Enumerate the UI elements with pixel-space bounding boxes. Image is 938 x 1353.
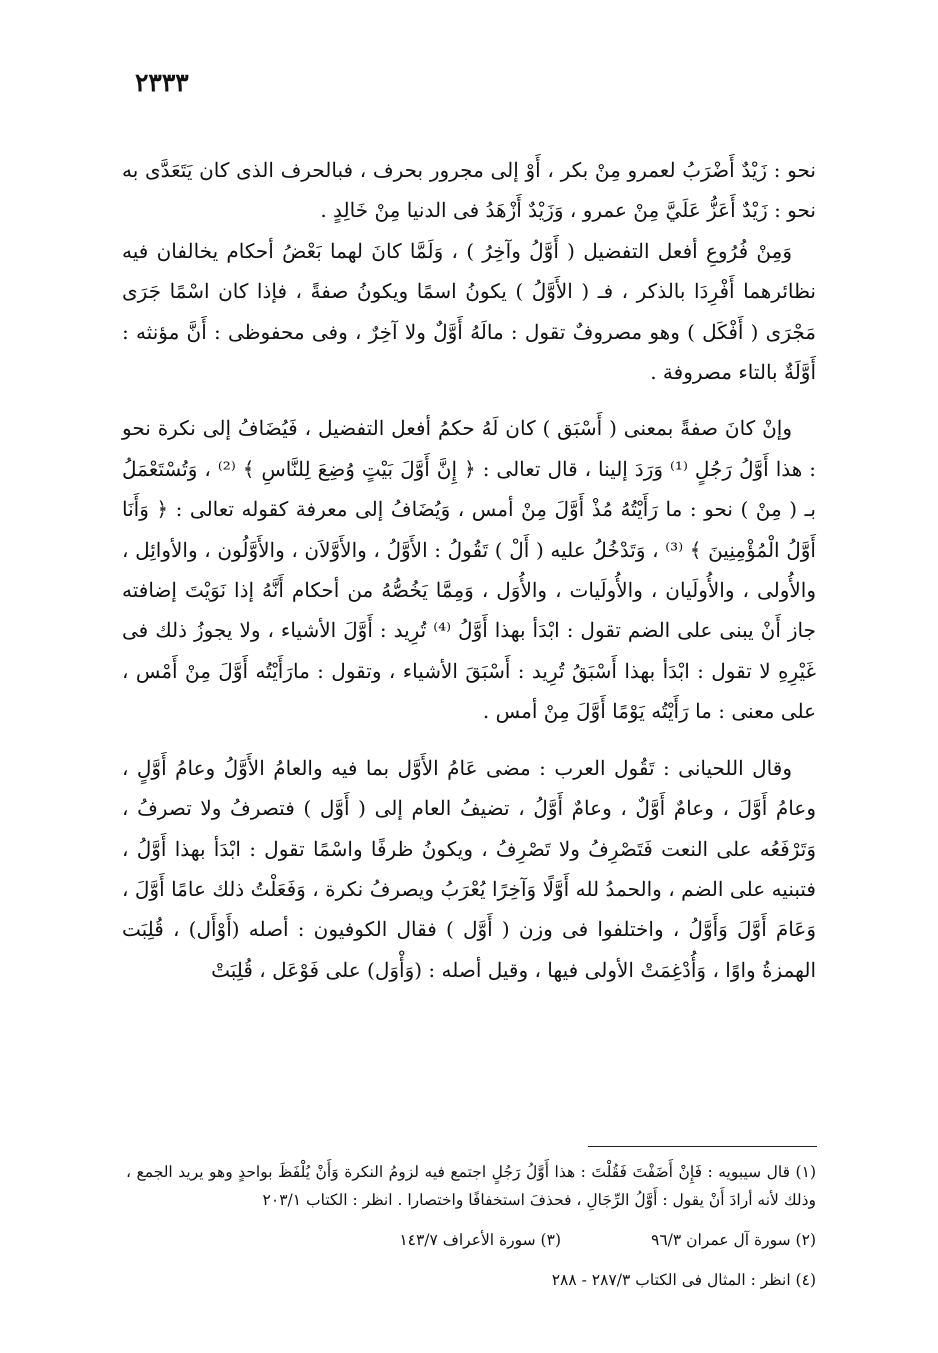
paragraph: نحو : زَيْدٌ أَضْرَبُ لعمرو مِنْ بكر ، أَوْ إلى مجرور بحرف ، فبالحرف الذى كان يَتَعَدَّى به نحو : زَيْدٌ أَعَزُّ عَلَيَّ مِنْ عمرو ، وَزَيْدٌ أَزْهَدُ فى الدنيا مِنْ خَالِدٍ . <box>122 158 816 223</box>
footnote: (١) قال سيبويه : فَإِنْ أَضَفْتَ فَقُلْتَ : هذا أَوَّلُ رَجُلٍ اجتمع فيه لزومُ النكرة وَأَنْ يُلْفَظَ بواحدٍ وهو يريد الجمع ، وذلك لأنه أرادَ أَنْ يقول : أَوَّلُ الرِّجَالِ ، فحذفَ استخفافًا واختصارا . انظر : الكتاب ٢٠٣/١ <box>126 1163 816 1209</box>
paragraph: وقال اللحيانى : تَقُول العرب : مضى عَامُ الأَوَّل بما فيه والعامُ الأَوَّلُ وعامُ أَوَّلٍ ، وعامُ أَوَّلَ ، وعامٌ أَوَّلٌ ، وعامٌ أَوَّلُ ، تضيفُ العام إلى ( أَوَّل ) فتصرفُ ولا تصرفُ ، وَتَرْفَعُه على النعت فَتَصْرِفُ ولا تَصْرِفُ ، ويكونُ ظرفًا واسْمًا تقول : ابْدَأ بهذا أَوَّلُ ، فتبنيه على الضم ، والحمدُ لله أَوَّلًا وَآخِرًا يُعْرَبُ ويصرفُ نكرة ، وَفَعَلْتُ ذلك عامًا أَوَّلَ ، وَعَامَ أَوَّلَ وَأَوَّلُ ، واختلفوا فى وزن ( أَوَّل ) فقال الكوفيون : أصله (أَوْأَل) ، قُلِبَت الهمزةُ واوًا ، وَأُدْغِمَتْ الأولى فيها ، وقيل أصله : (وَأْوَل) على فَوْعَل ، قُلِبَتْ <box>122 755 816 982</box>
main-text <box>122 150 816 990</box>
footnote-divider <box>588 1146 817 1147</box>
paragraph: وَمِنْ فُرُوعِ أفعل التفضيل ( أَوَّلُ وآخِرُ ) ، وَلَمَّا كانَ لهما بَعْضُ أحكام يخالفان فيه نظائرهما أَفْرِدَا بالذكر ، فـ ( الأَوَّلُ ) يكونُ اسمًا ويكونُ صفةً ، فإذا كان اسْمًا جَرَى مَجْرَى ( أَفْكَل ) وهو مصروفٌ تقول : مالَهُ أَوَّلٌ ولا آخِرٌ ، وفى محفوظى : أَنَّ مؤنثه : أَوَّلَةٌ بالتاء مصروفة . <box>122 238 816 385</box>
page-number: ٢٣٣٣ <box>135 68 189 97</box>
footnote: (٣) سورة الأعراف ١٤٣/٧ <box>399 1231 561 1249</box>
paragraph: وإنْ كانَ صفةً بمعنى ( أَسْبَق ) كان لَهُ حكمُ أفعل التفضيل ، فَيُضَافُ إلى نكرة نحو : هذا أَوَّلُ رَجُلٍ ⁽¹⁾ وَرَدَ إلينا ، قال تعالى : ﴿ إِنَّ أَوَّلَ بَيْتٍ وُضِعَ لِلنَّاسِ ﴾ ⁽²⁾ ، وَتُسْتَعْمَلُ بـ ( مِنْ ) نحو : ما رَأَيْتُهُ مُذْ أَوَّلَ مِنْ أمس ، وَيُضَافُ إلى معرفة كقوله تعالى : ﴿ وَأَنَا أَوَّلُ الْمُؤْمِنِينَ ﴾ ⁽³⁾ ، وَتَدْخُلُ عليه ( أَلْ ) تَقُولُ : الأَوَّلُ ، والأَوَّلاَن ، والأَوَّلُون ، والأوائِل ، والأُولى ، والأُولَيان ، والأُولَيات ، والأُوَل ، وَمِمَّا يَخُصُّهُ من أحكام أَنَّهُ إذا نَوَيْتَ إضافته جاز أَنْ يبنى على الضم تقول : ابْدَأ بهذا أَوَّلُ ⁽⁴⁾ تُرِيد : أَوَّلَ الأشياء ، ولا يجوزُ ذلك فى غَيْرِهِ لا تقول : ابْدَأ بهذا أَسْبَقُ تُرِيد : أَسْبَقَ الأشياء ، وتقول : مارَأَيْتُه أَوَّلَ مِنْ أَمْس ، على معنى : ما رَأَيْتُه يَوْمًا أَوَّلَ مِنْ أمس . <box>122 416 817 724</box>
footnote: (٤) انظر : المثال فى الكتاب ٢٨٧/٣ - ٢٨٨ <box>551 1271 816 1289</box>
footnote-row <box>126 1226 816 1254</box>
footnotes <box>126 1158 816 1294</box>
footnote: (٢) سورة آل عمران ٩٦/٣ <box>651 1231 816 1249</box>
